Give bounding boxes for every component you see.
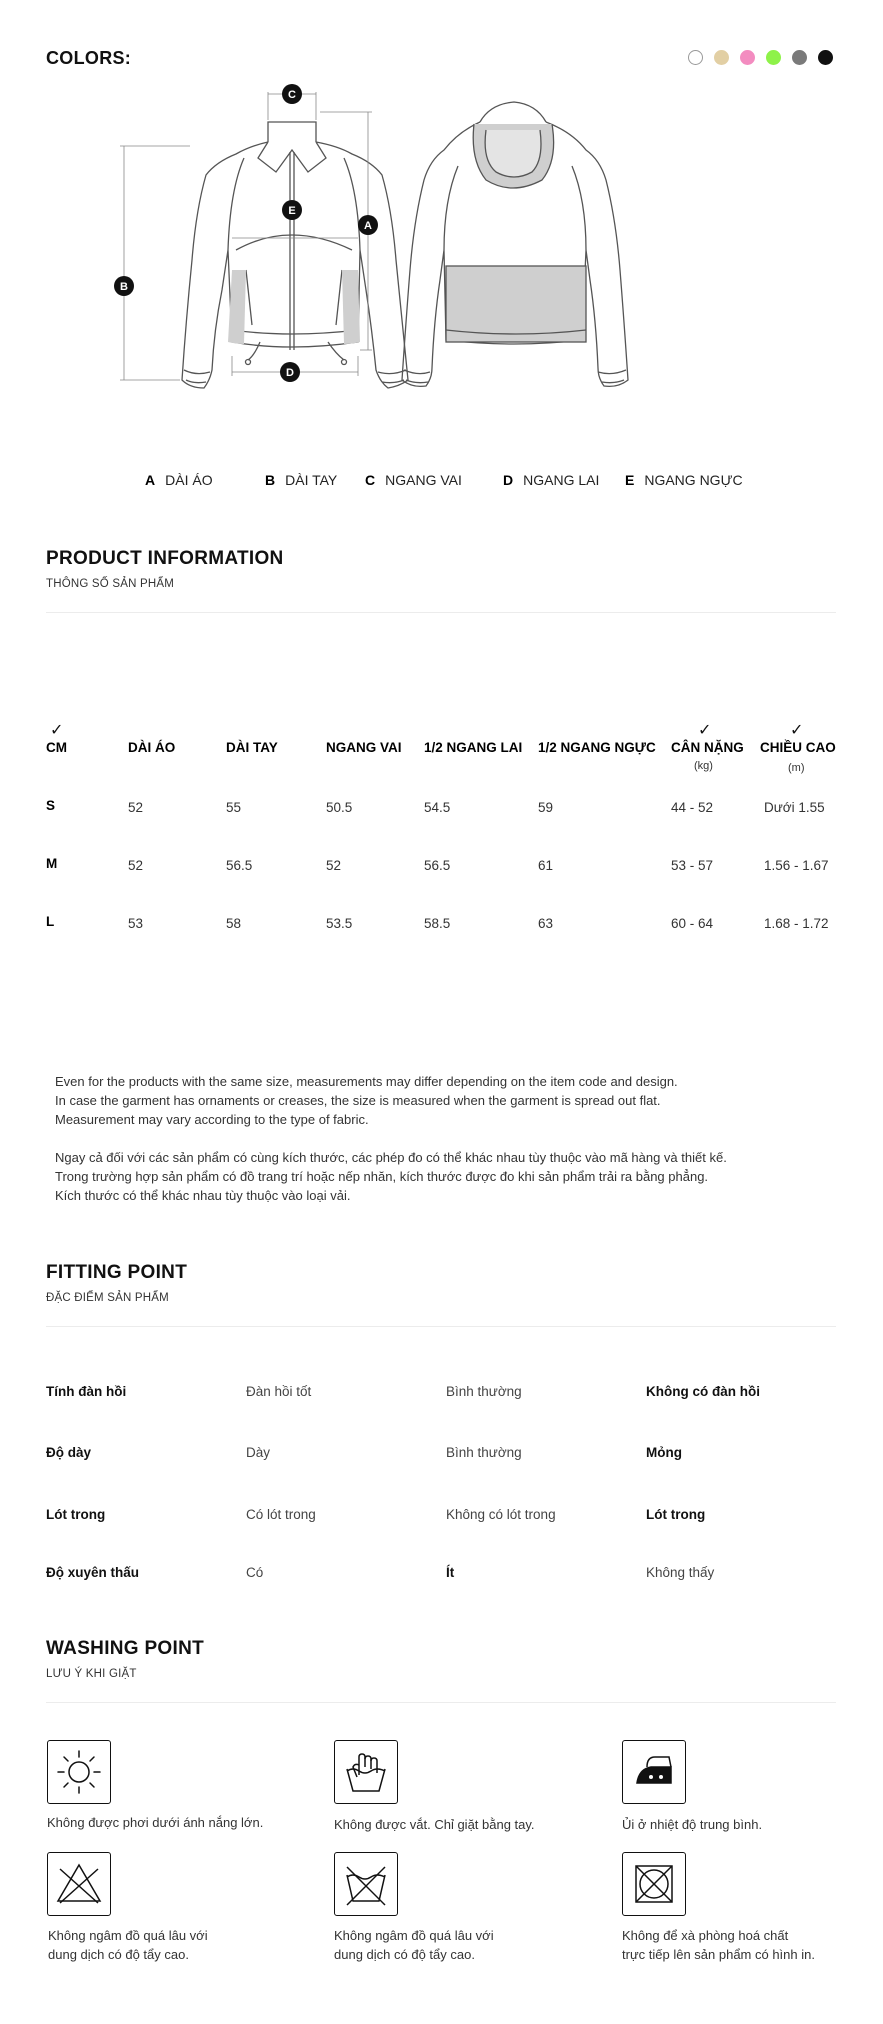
size-l: L [46,914,55,929]
sun-icon [47,1740,111,1804]
product-info-subtitle: THÔNG SỐ SẢN PHẨM [46,578,174,590]
legend-item-e: E NGANG NGỰC [625,472,743,488]
fit-row-label: Lót trong [46,1507,106,1522]
note-english: Even for the products with the same size, measurements may differ depending on the item code and design. In case the garment has ornaments or creases, the size is measured when the garment is spread out flat. Measurement may vary according to the type of fabric. [55,1074,678,1127]
legend-item-c: C NGANG VAI [365,472,462,488]
fit-option: Không có lót trong [446,1507,556,1522]
fit-row-label: Độ dày [46,1445,92,1460]
size-m: M [46,856,58,871]
fit-option: Đàn hồi tốt [246,1384,312,1399]
fit-row-label: Độ xuyên thấu [46,1565,140,1580]
no-tumble-dry-icon [622,1852,686,1916]
table-cell: 44 - 52 [671,800,714,815]
washing-title: WASHING POINT [46,1638,205,1659]
table-cell: 50.5 [326,800,353,815]
fit-option-selected: Không có đàn hồi [646,1384,760,1399]
iron-medium-icon [622,1740,686,1804]
color-swatch-pink[interactable] [740,50,755,65]
fit-option: Không thấy [646,1565,715,1580]
header-cm: CM [46,740,67,755]
table-cell: 59 [538,800,554,815]
wash-instruction: Không để xà phòng hoá chất trực tiếp lên sản phẩm có hình in. [622,1928,815,1962]
wash-instruction: Không được phơi dưới ánh nắng lớn. [47,1815,264,1830]
fit-row-label: Tính đàn hồi [46,1384,127,1399]
header-ngang-vai: NGANG VAI [326,740,402,755]
table-cell: 61 [538,858,554,873]
table-cell: 54.5 [424,800,451,815]
legend-item-b: B DÀI TAY [265,472,338,488]
svg-text:C: C [288,89,296,101]
unit-kg: (kg) [694,760,713,772]
table-cell: 53 [128,916,144,931]
wash-instruction: Ủi ở nhiệt độ trung bình. [622,1817,763,1832]
jacket-front-view [182,122,408,388]
table-cell: 1.56 - 1.67 [764,858,829,873]
legend-item-d: D NGANG LAI [503,472,600,488]
note-vietnamese: Ngay cả đối với các sản phẩm có cùng kích thước, các phép đo có thể khác nhau tùy thuộc vào mã hàng và thiết kế. Trong trường hợp sản phẩm có đồ trang trí hoặc nếp nhăn, kích thước được đo khi sản phẩm trải ra bằng phẳng. Kích thước có thể khác nhau tùy thuộc vào loại vải. [55,1150,727,1203]
color-swatch-white[interactable] [688,50,703,65]
fit-option: Có lót trong [246,1507,316,1522]
svg-text:E: E [288,205,296,217]
wash-instruction: Không được vắt. Chỉ giặt bằng tay. [334,1817,535,1832]
table-cell: 58 [226,916,242,931]
fit-option: Dày [246,1445,271,1460]
wash-instruction: Không ngâm đồ quá lâu với dung dịch có độ tẩy cao. [48,1928,208,1962]
measurement-legend [145,472,785,492]
header-ngang-nguc: 1/2 NGANG NGỰC [538,740,656,755]
svg-text:A: A [364,220,372,232]
table-cell: 63 [538,916,554,931]
svg-text:D: D [286,367,294,379]
color-swatch-grey[interactable] [792,50,807,65]
table-cell: 53.5 [326,916,353,931]
size-table [46,720,846,950]
fit-option: Bình thường [446,1384,522,1399]
header-chieu-cao: CHIỀU CAO [760,740,836,755]
table-cell: 52 [326,858,342,873]
fit-option-selected: Ít [446,1565,455,1580]
fitting-title: FITTING POINT [46,1262,188,1283]
fitting-table [46,1384,836,1584]
fitting-subtitle: ĐẶC ĐIỂM SẢN PHẨM [46,1292,169,1304]
divider [46,612,836,613]
product-info-title: PRODUCT INFORMATION [46,548,284,569]
fit-option: Bình thường [446,1445,522,1460]
washing-subtitle: LƯU Ý KHI GIẶT [46,1668,137,1680]
table-cell: 1.68 - 1.72 [764,916,829,931]
table-cell: 53 - 57 [671,858,714,873]
legend-item-a: A DÀI ÁO [145,472,213,488]
table-cell: 60 - 64 [671,916,714,931]
color-swatch-green[interactable] [766,50,781,65]
check-icon: ✓ [790,722,804,739]
color-swatches [688,50,833,65]
jacket-back-view [402,102,628,386]
size-s: S [46,798,56,813]
color-swatch-beige[interactable] [714,50,729,65]
no-soak-icon [334,1852,398,1916]
header-can-nang: CÂN NẶNG [671,740,744,755]
table-cell: 56.5 [424,858,451,873]
no-bleach-icon [47,1852,111,1916]
fit-option-selected: Lót trong [646,1507,706,1522]
table-cell: 55 [226,800,242,815]
divider [46,1326,836,1327]
color-swatch-black[interactable] [818,50,833,65]
table-cell: 58.5 [424,916,451,931]
fit-option: Có [246,1565,264,1580]
header-ngang-lai: 1/2 NGANG LAI [424,740,523,755]
table-cell: 56.5 [226,858,253,873]
check-icon: ✓ [698,722,712,739]
fit-option-selected: Mỏng [646,1445,682,1460]
table-cell: 52 [128,800,144,815]
table-cell: Dưới 1.55 [764,800,825,815]
svg-text:B: B [120,281,128,293]
jacket-measurement-diagram [120,80,740,440]
wash-instruction: Không ngâm đồ quá lâu với dung dịch có độ tẩy cao. [334,1928,494,1962]
table-cell: 52 [128,858,144,873]
divider [46,1702,836,1703]
unit-m: (m) [788,762,805,774]
hand-wash-icon [334,1740,398,1804]
check-icon: ✓ [50,722,64,739]
colors-title: COLORS: [46,48,132,68]
header-dai-tay: DÀI TAY [226,740,278,755]
header-dai-ao: DÀI ÁO [128,740,176,755]
